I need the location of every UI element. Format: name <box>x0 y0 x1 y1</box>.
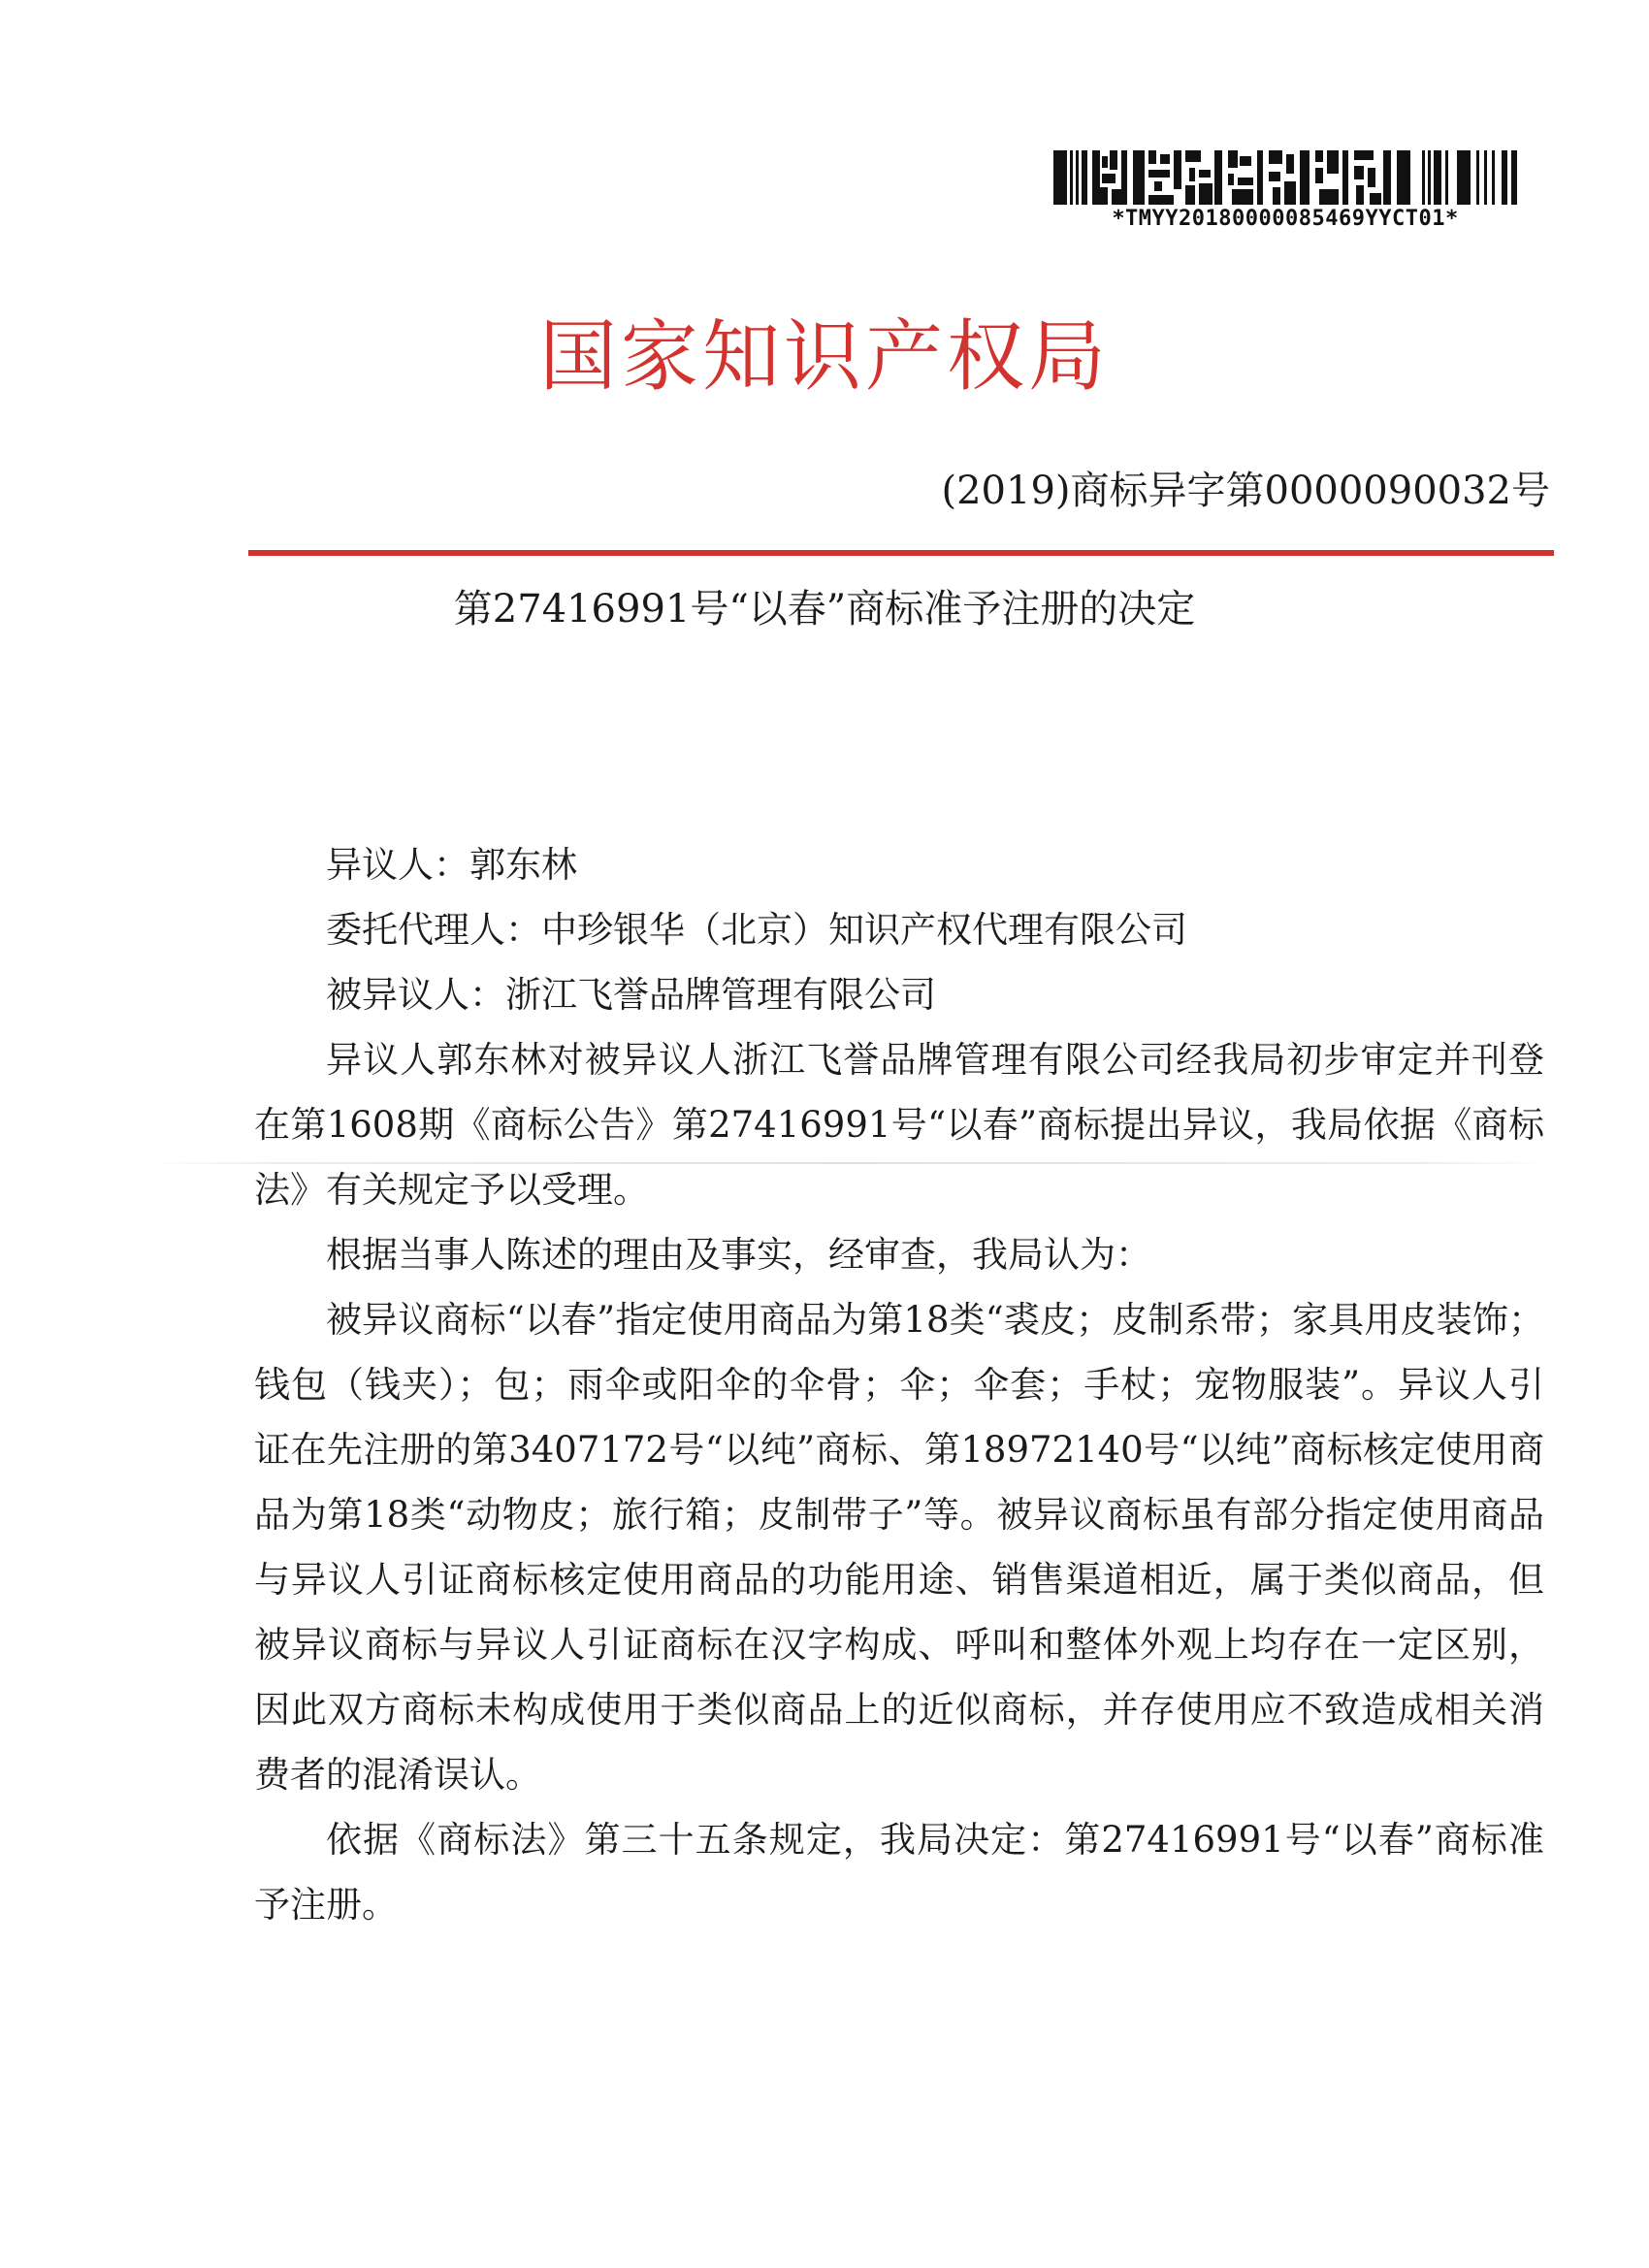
barcode-image <box>1053 150 1517 205</box>
paragraph-review-intro: 根据当事人陈述的理由及事实，经审查，我局认为： <box>326 1234 1151 1276</box>
barcode-code: *TMYY20180000085469YYCT01* <box>1112 207 1459 231</box>
opponent-line: 异议人：郭东林 <box>326 844 577 886</box>
respondent-line: 被异议人：浙江飞誉品牌管理有限公司 <box>326 974 936 1016</box>
decision-title: 第27416991号“以春”商标准予注册的决定 <box>453 587 1196 632</box>
document-number: (2019)商标异字第0000090032号 <box>941 469 1550 513</box>
agency-name: 国家知识产权局 <box>539 311 1110 402</box>
barcode-block <box>1048 150 1523 243</box>
paragraph-analysis: 被异议商标“以春”指定使用商品为第18类“裘皮；皮制系带；家具用皮装饰；钱包（钱夹）；包；雨伞或阳伞的伞骨；伞；伞套；手杖；宠物服装”。异议人引证在先注册的第3407172号“以纯”商标、第18972140号“以纯”商标核定使用商品为第18类“动物皮；旅行箱；皮制带子”等。被异议商标虽有部分指定使用商品与异议人引证商标核定使用商品的功能用途、销售渠道相近，属于类似商品，但被异议商标与异议人引证商标在汉字构成、呼叫和整体外观上均存在一定区别，因此双方商标未构成使用于类似商品上的近似商标，并存使用应不致造成相关消费者的混淆误认。 <box>254 1299 1544 1796</box>
paragraph-decision: 依据《商标法》第三十五条规定，我局决定：第27416991号“以春”商标准予注册。 <box>254 1819 1544 1926</box>
agent-line: 委托代理人：中珍银华（北京）知识产权代理有限公司 <box>326 909 1187 951</box>
document-body <box>254 832 1544 1937</box>
header-divider <box>248 550 1554 556</box>
paragraph-acceptance: 异议人郭东林对被异议人浙江飞誉品牌管理有限公司经我局初步审定并刊登在第1608期《商标公告》第27416991号“以春”商标提出异议，我局依据《商标法》有关规定予以受理。 <box>254 1039 1544 1211</box>
